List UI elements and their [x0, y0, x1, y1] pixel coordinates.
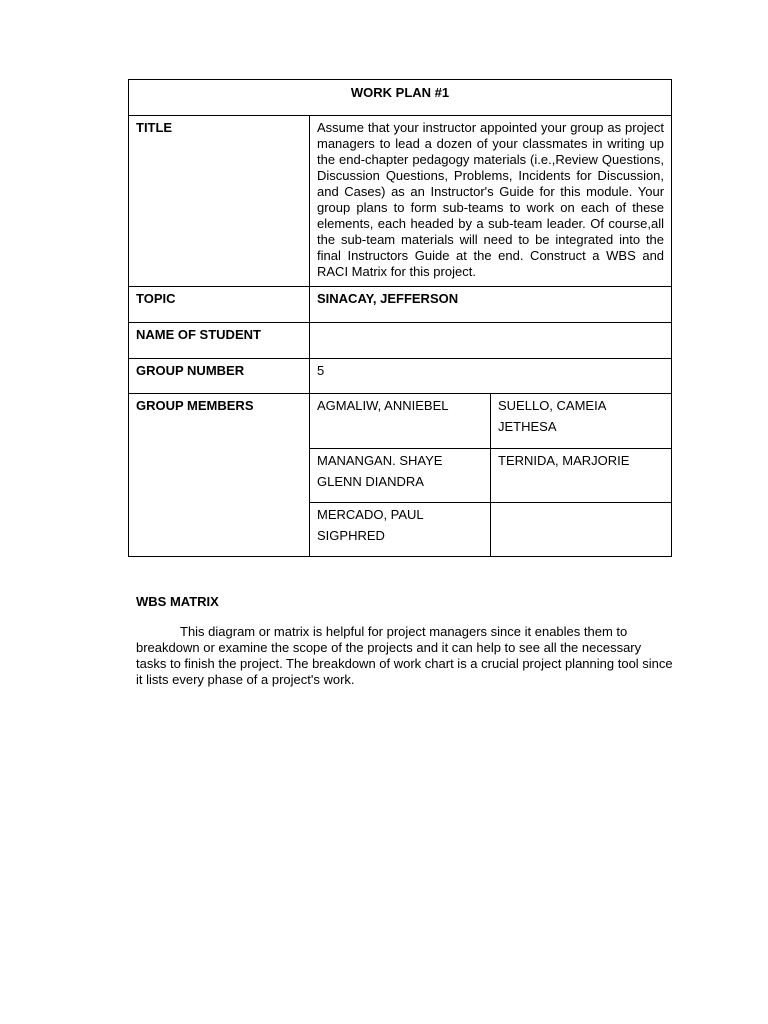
- member-cell: AGMALIW, ANNIEBEL: [310, 394, 491, 449]
- group-members-label-continued: [129, 502, 310, 557]
- member-cell: MERCADO, PAUL SIGPHRED: [310, 502, 491, 557]
- group-members-row-1: [129, 394, 672, 449]
- group-members-row-2: [129, 448, 672, 502]
- member-cell: TERNIDA, MARJORIE: [491, 448, 672, 502]
- work-plan-table: [128, 79, 672, 557]
- work-plan-header-row: [129, 80, 672, 116]
- group-members-label: GROUP MEMBERS: [129, 394, 310, 449]
- group-number-label: GROUP NUMBER: [129, 359, 310, 394]
- member-cell: MANANGAN. SHAYE GLENN DIANDRA: [310, 448, 491, 502]
- student-name-row: [129, 323, 672, 359]
- topic-label: TOPIC: [129, 287, 310, 323]
- group-number-value: 5: [310, 359, 672, 394]
- group-number-row: [129, 359, 672, 394]
- title-row: [129, 116, 672, 287]
- member-cell: [491, 502, 672, 557]
- student-name-value: [310, 323, 672, 359]
- topic-value: SINACAY, JEFFERSON: [310, 287, 672, 323]
- group-members-label-continued: [129, 448, 310, 502]
- wbs-matrix-paragraph: This diagram or matrix is helpful for project managers since it enables them to breakdown or examine the scope of the projects and it can help to see all the necessary tasks to finish the project. The breakdown of work chart is a crucial project planning tool since it lists every phase of a project's work.: [136, 624, 673, 687]
- topic-row: [129, 287, 672, 323]
- group-members-row-3: [129, 502, 672, 557]
- work-plan-heading: WORK PLAN #1: [129, 80, 672, 116]
- title-value: Assume that your instructor appointed your group as project managers to lead a dozen of your classmates in writing up the end-chapter pedagogy materials (i.e.,Review Questions, Discussion Questions, Problems, Incidents for Discussion, and Cases) as an Instructor's Guide for this module. Your group plans to form sub-teams to work on each of these elements, each headed by a sub-team leader. Of course,all the sub-team materials will need to be integrated into the final Instructors Guide at the end. Construct a WBS and RACI Matrix for this project.: [310, 116, 672, 287]
- wbs-matrix-heading: WBS MATRIX: [136, 594, 219, 609]
- title-label: TITLE: [129, 116, 310, 287]
- student-name-label: NAME OF STUDENT: [129, 323, 310, 359]
- member-cell: SUELLO, CAMEIA JETHESA: [491, 394, 672, 449]
